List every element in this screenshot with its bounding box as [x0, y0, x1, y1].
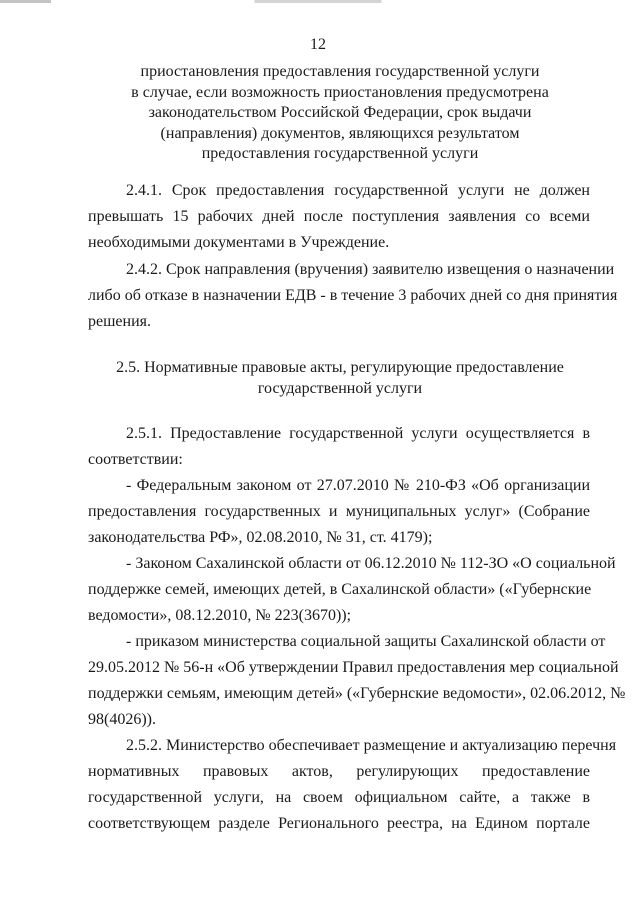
text-line: соответствующем разделе Регионального реестра, на Едином портале	[88, 815, 590, 832]
heading-line: законодательством Российской Федерации, срок выдачи	[148, 104, 532, 121]
text-line: 2.5.1. Предоставление государственной услуги осуществляется в	[126, 425, 590, 442]
paragraph-2-5-2	[88, 733, 617, 837]
paragraph-2-4-1	[88, 178, 590, 256]
text-line: - Законом Сахалинской области от 06.12.2010 № 112-ЗО «О социальной	[126, 555, 616, 572]
text-line: 2.4.1. Срок предоставления государственной услуги не должен	[126, 182, 590, 199]
heading-line: 2.5. Нормативные правовые акты, регулирующие предоставление	[116, 359, 564, 376]
text-line: 98(4026)).	[88, 711, 156, 728]
paragraph-2-5-1	[88, 421, 590, 473]
heading-line: приостановления предоставления государственной услуги	[140, 63, 540, 80]
heading-line: предоставления государственной услуги	[201, 145, 479, 162]
page-number: 12	[310, 36, 326, 53]
text-line: 2.5.2. Министерство обеспечивает размещение и актуализацию перечня	[126, 737, 617, 754]
text-line: нормативных правовых актов, регулирующих предоставление	[88, 763, 590, 780]
heading-line: государственной услуги	[257, 380, 423, 397]
text-line: 2.4.2. Срок направления (вручения) заявителю извещения о назначении	[126, 261, 615, 278]
text-line: поддержке семей, имеющих детей, в Сахалинской области» («Губернские	[88, 581, 592, 598]
text-line: государственной услуги, на своем официальном сайте, а также в	[88, 789, 590, 806]
section-heading-continuation	[60, 62, 620, 165]
paragraph-2-4-2	[88, 257, 618, 335]
text-line: законодательства РФ», 02.08.2010, № 31, ст. 4179);	[88, 529, 433, 546]
text-line: либо об отказе в назначении ЕДВ - в течение 3 рабочих дней со дня принятия	[88, 287, 618, 304]
heading-line: (направления) документов, являющихся результатом	[160, 124, 520, 142]
text-line: - Федеральным законом от 27.07.2010 № 210-ФЗ «Об организации	[126, 477, 590, 494]
text-line: предоставления государственных и муниципальных услуг» (Собрание	[88, 503, 590, 520]
scan-edge-mark	[0, 0, 636, 3]
section-heading-2-5	[60, 357, 620, 399]
heading-line: в случае, если возможность приостановления предусмотрена	[131, 83, 549, 101]
text-line: 29.05.2012 № 56-н «Об утверждении Правил предоставления мер социальной	[88, 659, 619, 676]
text-line: превышать 15 рабочих дней после поступления заявления со всеми	[88, 208, 590, 225]
text-line: соответствии:	[88, 451, 183, 468]
text-line: - приказом министерства социальной защиты Сахалинской области от	[126, 633, 606, 650]
text-line: необходимыми документами в Учреждение.	[88, 234, 390, 251]
law-item-regional	[88, 551, 616, 629]
text-line: решения.	[88, 313, 152, 330]
law-item-ministry-order	[88, 629, 626, 733]
law-item-federal	[88, 473, 590, 551]
text-line: поддержки семьям, имеющим детей» («Губернские ведомости», 02.06.2012, №	[88, 685, 626, 702]
text-line: ведомости», 08.12.2010, № 223(3670));	[88, 607, 352, 624]
